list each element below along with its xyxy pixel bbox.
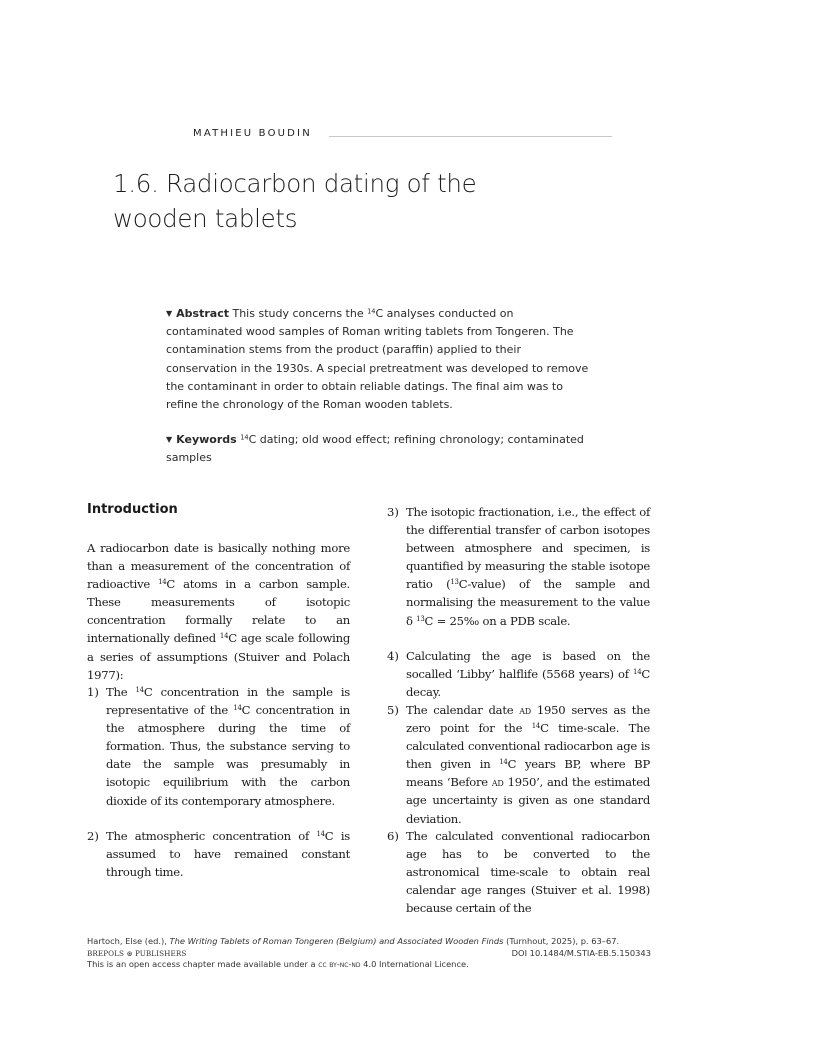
text: This is an open access chapter made available under a (87, 959, 319, 970)
list-item (387, 701, 650, 828)
isotope-superscript: 14 (158, 578, 167, 587)
list-item (387, 647, 650, 701)
list-item (387, 827, 650, 917)
text: C = 25‰ on a PDB scale. (424, 613, 571, 628)
keywords-label: Keywords (176, 433, 237, 446)
citation (87, 936, 651, 948)
text: C-value) of the sample and normalising the measurement to the value δ (406, 577, 650, 628)
list-item (387, 503, 650, 630)
list-item (87, 683, 350, 810)
text: The calculated conventional radiocarbon age has to be converted to the astronomical time-scale to obtain real calendar age ranges (Stuiver et al. 1998) because certain of the (406, 829, 650, 916)
text: C time-scale. The calculated conventional radiocarbon age is then given in (406, 721, 650, 772)
text: Calculating the age is based on the socalled ‘Libby’ halflife (5568 years) of (406, 649, 650, 682)
footer (87, 936, 651, 971)
text: The atmospheric concentration of (106, 829, 317, 843)
section-heading-introduction: Introduction (87, 502, 178, 517)
abstract-text: This study concerns the (232, 307, 368, 320)
text: C decay. (406, 667, 650, 700)
publisher-row (87, 948, 651, 960)
isotope-superscript: 14 (633, 668, 642, 677)
isotope-superscript: 14 (531, 722, 541, 731)
isotope-superscript: 14 (233, 704, 242, 713)
book-title: The Writing Tablets of Roman Tongeren (Belgium) and Associated Wooden Finds (169, 936, 504, 946)
text: C concentration in the atmosphere during the time of formation. Thus, the substance serving to date the sample was presumably in isotopic equilibrium with the carbon dioxide of its contemporary atmosphere. (106, 703, 351, 808)
list-item (87, 827, 350, 881)
abstract-text-cont: C analyses conducted on contaminated wood samples of Roman writing tablets from Tongeren. The contamination stems from the product (paraffin) applied to their conservation in the 1930s. A special pretreatment was developed to remove the contaminant in order to obtain reliable datings. The final aim was to refine the chronology of the Roman wooden tablets. (166, 307, 589, 412)
text: (Turnhout, 2025), p. 63–67. (503, 936, 620, 946)
list-number: 4) (387, 649, 399, 663)
text: A radiocarbon date is basically nothing more than a measurement of the concentration of radioactive (87, 541, 350, 592)
text: C atoms in a carbon sample. These measurements of isotopic concentration formally relate to an internationally defined (87, 577, 350, 646)
isotope-superscript: 14 (219, 632, 229, 641)
list-number: 6) (387, 829, 399, 843)
text: The calendar date (406, 703, 520, 717)
abstract-label: Abstract (176, 307, 229, 320)
publisher-logo: BREPOLS ⊛ PUBLISHERS (87, 948, 187, 958)
list-number: 5) (387, 703, 399, 717)
text: C is assumed to have remained constant through time. (106, 829, 350, 880)
isotope-superscript: 14 (240, 433, 249, 442)
isotope-superscript: 13 (450, 578, 459, 587)
text: 4.0 International Licence. (360, 959, 469, 970)
running-header-author: MATHIEU BOUDIN (193, 128, 312, 139)
isotope-superscript: 13 (416, 614, 425, 623)
isotope-superscript: 14 (135, 686, 144, 695)
isotope-superscript: 14 (367, 307, 376, 316)
text: Hartoch, Else (ed.), (87, 936, 170, 946)
small-caps-ad: ad (519, 703, 531, 717)
licence-name: cc by-nc-nd (318, 959, 361, 970)
abstract (166, 305, 591, 414)
small-caps-ad: ad (491, 775, 504, 790)
text: C years BP, where BP means ‘Before (406, 757, 650, 790)
isotope-superscript: 14 (499, 758, 508, 767)
text: The (106, 685, 136, 699)
list-number: 1) (87, 685, 99, 699)
text: 1950 serves as the zero point for the (406, 703, 650, 736)
text: 1950’, and the estimated age uncertainty is given as one standard deviation. (406, 775, 650, 826)
isotope-superscript: 14 (316, 830, 325, 839)
triangle-down-icon: ▼ (166, 309, 173, 318)
chapter-title: 1.6. Radiocarbon dating of the wooden tablets (113, 169, 477, 233)
doi[interactable]: DOI 10.1484/M.STIA-EB.5.150343 (511, 947, 651, 958)
text: The isotopic fractionation, i.e., the effect of the differential transfer of carbon isotopes between atmosphere and specimen, is quantified by measuring the stable isotope ratio ( (406, 505, 650, 592)
text: C concentration in the sample is representative of the (106, 685, 350, 718)
keywords-text: C dating; old wood effect; refining chronology; contaminated samples (166, 433, 584, 465)
triangle-down-icon: ▼ (166, 435, 173, 444)
keywords (166, 431, 591, 467)
licence (87, 959, 651, 971)
list-number: 3) (387, 505, 399, 519)
header-rule (329, 136, 612, 137)
text: C age scale following a series of assumptions (Stuiver and Polach 1977): (87, 631, 350, 682)
list-number: 2) (87, 829, 99, 843)
intro-paragraph (87, 539, 350, 684)
